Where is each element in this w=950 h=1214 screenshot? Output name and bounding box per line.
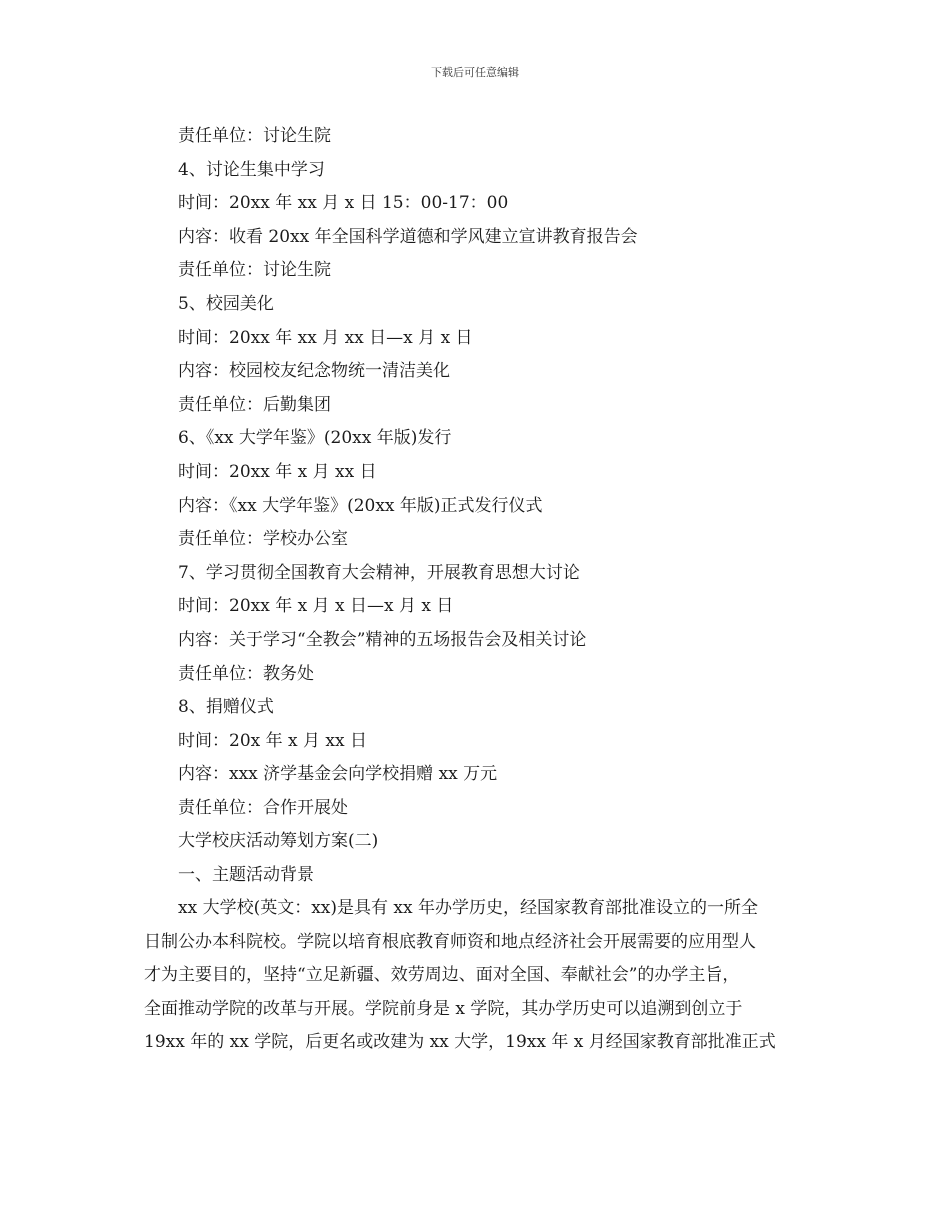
- text-line: 内容：《xx 大学年鉴》(20xx 年版)正式发行仪式: [178, 495, 543, 516]
- text-line: 内容：收看 20xx 年全国科学道德和学风建立宣讲教育报告会: [178, 226, 638, 247]
- paragraph-line: 才为主要目的，坚持“立足新疆、效劳周边、面对全国、奉献社会”的办学主旨，: [144, 965, 740, 986]
- section-heading: 一、主题活动背景: [178, 865, 314, 886]
- document-body: [178, 120, 878, 893]
- text-line: 时间：20xx 年 xx 月 x 日 15：00-17：00: [178, 193, 509, 214]
- text-line: 责任单位：讨论生院: [178, 260, 331, 281]
- paragraph-line: xx 大学校(英文：xx)是具有 xx 年办学历史，经国家教育部批准设立的一所全: [144, 898, 758, 918]
- text-line: 责任单位：教务处: [178, 663, 314, 684]
- section-heading: 4、讨论生集中学习: [178, 159, 325, 180]
- text-line: 内容：校园校友纪念物统一清洁美化: [178, 361, 450, 382]
- text-line: 责任单位：讨论生院: [178, 126, 331, 146]
- paragraph-line: 19xx 年的 xx 学院，后更名或改建为 xx 大学，19xx 年 x 月经国家教育部批准正式: [144, 1032, 776, 1053]
- section-heading: 5、校园美化: [178, 293, 274, 314]
- text-line: 时间：20xx 年 x 月 xx 日: [178, 461, 377, 482]
- section-heading: 6、《xx 大学年鉴》(20xx 年版)发行: [178, 428, 452, 449]
- text-line: 时间：20xx 年 xx 月 xx 日—x 月 x 日: [178, 327, 473, 348]
- text-line: 责任单位：学校办公室: [178, 529, 348, 550]
- section-heading: 8、捐赠仪式: [178, 697, 274, 718]
- text-line: 责任单位：后勤集团: [178, 394, 331, 415]
- document-subtitle: 大学校庆活动筹划方案(二): [178, 831, 379, 852]
- text-line: 内容：xxx 济学基金会向学校捐赠 xx 万元: [178, 764, 498, 785]
- paragraph-line: 日制公办本科院校。学院以培育根底教育师资和地点经济社会开展需要的应用型人: [144, 931, 756, 952]
- section-heading: 7、学习贯彻全国教育大会精神，开展教育思想大讨论: [178, 562, 580, 583]
- text-line: 内容：关于学习“全教会”精神的五场报告会及相关讨论: [178, 629, 587, 650]
- text-line: 时间：20xx 年 x 月 x 日—x 月 x 日: [178, 596, 454, 617]
- page-header: 下载后可任意编辑: [431, 66, 519, 79]
- text-line: 时间：20x 年 x 月 xx 日: [178, 730, 368, 751]
- paragraph-line: 全面推动学院的改革与开展。学院前身是 x 学院，其办学历史可以追溯到创立于: [144, 998, 743, 1019]
- background-paragraph: [144, 892, 812, 1060]
- text-line: 责任单位：合作开展处: [178, 797, 348, 818]
